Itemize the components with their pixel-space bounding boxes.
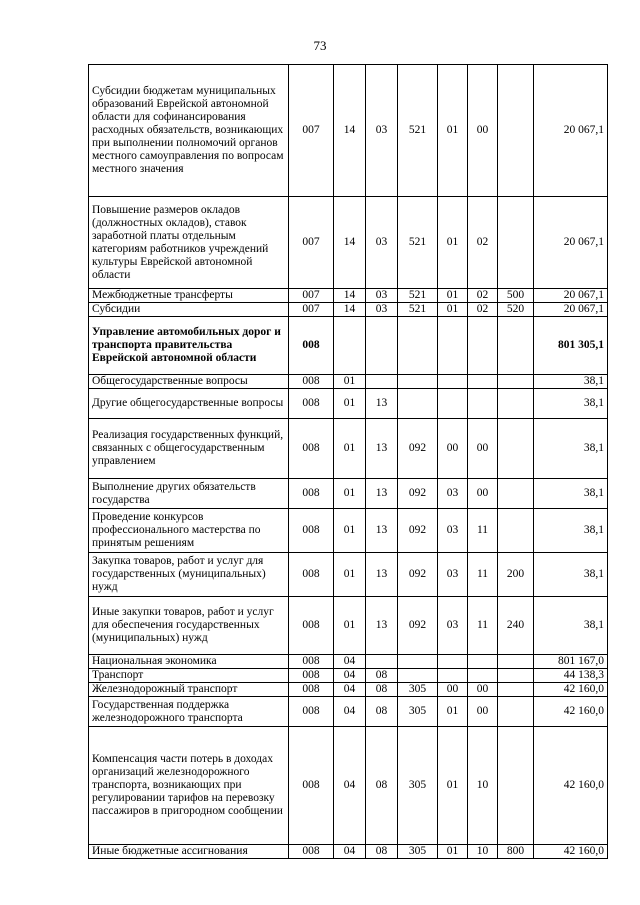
row-subsection-code: [366, 375, 398, 389]
row-subsection-code: 03: [366, 197, 398, 289]
row-target-code-2: 01: [438, 303, 468, 317]
row-amount: 20 067,1: [534, 197, 608, 289]
row-amount: 20 067,1: [534, 65, 608, 197]
row-amount: 42 160,0: [534, 683, 608, 697]
row-expense-type-code: 500: [498, 289, 534, 303]
row-name: Государственная поддержка железнодорожного транспорта: [89, 697, 289, 727]
row-amount: 38,1: [534, 375, 608, 389]
row-target-code-1: 092: [398, 419, 438, 479]
row-amount: 801 167,0: [534, 655, 608, 669]
row-name: Другие общегосударственные вопросы: [89, 389, 289, 419]
row-target-code-1: 092: [398, 553, 438, 597]
row-amount: 44 138,3: [534, 669, 608, 683]
row-target-code-1: 521: [398, 65, 438, 197]
row-section-code: [334, 317, 366, 375]
row-name: Проведение конкурсов профессионального мастерства по принятым решениям: [89, 509, 289, 553]
table-row: [89, 553, 608, 597]
row-amount: 38,1: [534, 389, 608, 419]
table-row: [89, 479, 608, 509]
row-subsection-code: 03: [366, 65, 398, 197]
row-name: Субсидии: [89, 303, 289, 317]
row-target-code-1: 092: [398, 597, 438, 655]
budget-table: [88, 64, 608, 859]
table-row: [89, 197, 608, 289]
row-target-code-1: [398, 375, 438, 389]
row-subsection-code: 03: [366, 303, 398, 317]
row-grbs-code: 007: [289, 197, 334, 289]
row-expense-type-code: 520: [498, 303, 534, 317]
page-number: 73: [313, 38, 327, 53]
row-target-code-1: 521: [398, 289, 438, 303]
row-expense-type-code: [498, 419, 534, 479]
row-grbs-code: 008: [289, 697, 334, 727]
row-grbs-code: 008: [289, 419, 334, 479]
row-name: Выполнение других обязательств государства: [89, 479, 289, 509]
table-body: [89, 65, 608, 859]
table-row: [89, 289, 608, 303]
row-amount: 20 067,1: [534, 289, 608, 303]
row-section-code: 14: [334, 303, 366, 317]
row-grbs-code: 008: [289, 509, 334, 553]
table-row: [89, 845, 608, 859]
row-target-code-3: 10: [468, 727, 498, 845]
row-target-code-2: 03: [438, 479, 468, 509]
row-expense-type-code: [498, 683, 534, 697]
row-name: Межбюджетные трансферты: [89, 289, 289, 303]
row-target-code-1: 092: [398, 509, 438, 553]
row-target-code-2: 00: [438, 419, 468, 479]
row-subsection-code: 08: [366, 845, 398, 859]
row-target-code-3: 02: [468, 197, 498, 289]
row-subsection-code: 13: [366, 597, 398, 655]
row-subsection-code: 08: [366, 727, 398, 845]
row-name: Повышение размеров окладов (должностных окладов), ставок заработной платы отдельным категориям работников учреждений культуры Еврейской автономной области: [89, 197, 289, 289]
row-target-code-2: 00: [438, 683, 468, 697]
row-grbs-code: 008: [289, 597, 334, 655]
row-amount: 20 067,1: [534, 303, 608, 317]
row-subsection-code: 03: [366, 289, 398, 303]
row-target-code-2: 01: [438, 289, 468, 303]
row-target-code-1: 305: [398, 845, 438, 859]
row-grbs-code: 007: [289, 65, 334, 197]
row-expense-type-code: [498, 509, 534, 553]
row-amount: 801 305,1: [534, 317, 608, 375]
row-section-code: 01: [334, 389, 366, 419]
row-target-code-1: [398, 317, 438, 375]
row-target-code-1: [398, 669, 438, 683]
row-target-code-2: [438, 375, 468, 389]
row-section-code: 14: [334, 289, 366, 303]
row-expense-type-code: [498, 375, 534, 389]
row-target-code-3: 11: [468, 553, 498, 597]
row-amount: 38,1: [534, 553, 608, 597]
table-row: [89, 419, 608, 479]
row-section-code: 01: [334, 553, 366, 597]
row-expense-type-code: 800: [498, 845, 534, 859]
row-target-code-1: 305: [398, 727, 438, 845]
row-subsection-code: [366, 655, 398, 669]
row-grbs-code: 008: [289, 389, 334, 419]
row-expense-type-code: [498, 697, 534, 727]
row-expense-type-code: 240: [498, 597, 534, 655]
row-section-code: 01: [334, 597, 366, 655]
row-expense-type-code: [498, 669, 534, 683]
row-expense-type-code: [498, 389, 534, 419]
table-row: [89, 317, 608, 375]
row-name: Иные закупки товаров, работ и услуг для обеспечения государственных (муниципальных) нужд: [89, 597, 289, 655]
row-target-code-2: [438, 655, 468, 669]
row-target-code-3: 02: [468, 303, 498, 317]
row-target-code-2: 03: [438, 553, 468, 597]
row-section-code: 14: [334, 65, 366, 197]
row-name: Компенсация части потерь в доходах организаций железнодорожного транспорта, возникающих при регулировании тарифов на перевозку пассажиров в пригородном сообщении: [89, 727, 289, 845]
row-expense-type-code: [498, 65, 534, 197]
row-subsection-code: 08: [366, 669, 398, 683]
row-expense-type-code: 200: [498, 553, 534, 597]
row-target-code-3: [468, 655, 498, 669]
table-row: [89, 683, 608, 697]
row-section-code: 01: [334, 479, 366, 509]
row-amount: 42 160,0: [534, 697, 608, 727]
row-amount: 42 160,0: [534, 727, 608, 845]
row-target-code-3: 00: [468, 697, 498, 727]
row-subsection-code: 13: [366, 553, 398, 597]
row-target-code-2: [438, 389, 468, 419]
row-expense-type-code: [498, 727, 534, 845]
row-target-code-3: 10: [468, 845, 498, 859]
row-amount: 38,1: [534, 419, 608, 479]
row-target-code-3: 00: [468, 479, 498, 509]
row-target-code-2: 01: [438, 65, 468, 197]
row-target-code-2: 03: [438, 597, 468, 655]
row-target-code-1: 521: [398, 303, 438, 317]
row-grbs-code: 007: [289, 303, 334, 317]
row-grbs-code: 008: [289, 669, 334, 683]
table-row: [89, 509, 608, 553]
row-section-code: 01: [334, 509, 366, 553]
row-target-code-3: [468, 317, 498, 375]
row-subsection-code: 13: [366, 509, 398, 553]
row-target-code-1: [398, 655, 438, 669]
row-section-code: 14: [334, 197, 366, 289]
row-name: Реализация государственных функций, связанных с общегосударственным управлением: [89, 419, 289, 479]
row-target-code-3: 00: [468, 419, 498, 479]
row-grbs-code: 008: [289, 845, 334, 859]
row-amount: 38,1: [534, 509, 608, 553]
row-subsection-code: 08: [366, 697, 398, 727]
row-name: Общегосударственные вопросы: [89, 375, 289, 389]
row-subsection-code: 13: [366, 479, 398, 509]
row-section-code: 04: [334, 683, 366, 697]
row-subsection-code: 13: [366, 419, 398, 479]
row-section-code: 01: [334, 419, 366, 479]
row-target-code-2: 01: [438, 845, 468, 859]
row-target-code-2: 01: [438, 697, 468, 727]
table-row: [89, 65, 608, 197]
row-section-code: 04: [334, 655, 366, 669]
row-name: Закупка товаров, работ и услуг для государственных (муниципальных) нужд: [89, 553, 289, 597]
row-name: Субсидии бюджетам муниципальных образований Еврейской автономной области для софинансирования расходных обязательств, возникающих при выполнении полномочий органов местного самоуправления по вопросам местного значения: [89, 65, 289, 197]
row-expense-type-code: [498, 479, 534, 509]
row-section-code: 01: [334, 375, 366, 389]
table-row: [89, 655, 608, 669]
row-name: Управление автомобильных дорог и транспорта правительства Еврейской автономной области: [89, 317, 289, 375]
row-grbs-code: 008: [289, 479, 334, 509]
row-grbs-code: 008: [289, 655, 334, 669]
row-section-code: 04: [334, 669, 366, 683]
row-grbs-code: 008: [289, 375, 334, 389]
row-name: Иные бюджетные ассигнования: [89, 845, 289, 859]
row-expense-type-code: [498, 655, 534, 669]
row-target-code-1: 305: [398, 683, 438, 697]
table-row: [89, 597, 608, 655]
row-subsection-code: 08: [366, 683, 398, 697]
row-target-code-3: 00: [468, 65, 498, 197]
row-target-code-2: 01: [438, 727, 468, 845]
row-grbs-code: 008: [289, 727, 334, 845]
table-row: [89, 697, 608, 727]
row-expense-type-code: [498, 317, 534, 375]
row-target-code-3: 11: [468, 509, 498, 553]
row-amount: 38,1: [534, 597, 608, 655]
row-subsection-code: 13: [366, 389, 398, 419]
row-subsection-code: [366, 317, 398, 375]
row-amount: 42 160,0: [534, 845, 608, 859]
row-grbs-code: 008: [289, 317, 334, 375]
table-row: [89, 727, 608, 845]
row-target-code-3: [468, 389, 498, 419]
table-row: [89, 303, 608, 317]
row-target-code-1: 305: [398, 697, 438, 727]
row-grbs-code: 008: [289, 683, 334, 697]
row-target-code-1: 092: [398, 479, 438, 509]
row-target-code-3: 11: [468, 597, 498, 655]
row-name: Железнодорожный транспорт: [89, 683, 289, 697]
row-target-code-2: [438, 669, 468, 683]
table-row: [89, 669, 608, 683]
row-amount: 38,1: [534, 479, 608, 509]
row-target-code-2: [438, 317, 468, 375]
row-section-code: 04: [334, 697, 366, 727]
row-target-code-2: 01: [438, 197, 468, 289]
table-row: [89, 375, 608, 389]
row-grbs-code: 008: [289, 553, 334, 597]
row-target-code-3: [468, 375, 498, 389]
row-target-code-3: 00: [468, 683, 498, 697]
row-target-code-3: 02: [468, 289, 498, 303]
row-expense-type-code: [498, 197, 534, 289]
row-target-code-1: 521: [398, 197, 438, 289]
row-section-code: 04: [334, 727, 366, 845]
row-target-code-1: [398, 389, 438, 419]
row-section-code: 04: [334, 845, 366, 859]
row-target-code-3: [468, 669, 498, 683]
table-row: [89, 389, 608, 419]
row-target-code-2: 03: [438, 509, 468, 553]
row-name: Транспорт: [89, 669, 289, 683]
row-name: Национальная экономика: [89, 655, 289, 669]
row-grbs-code: 007: [289, 289, 334, 303]
